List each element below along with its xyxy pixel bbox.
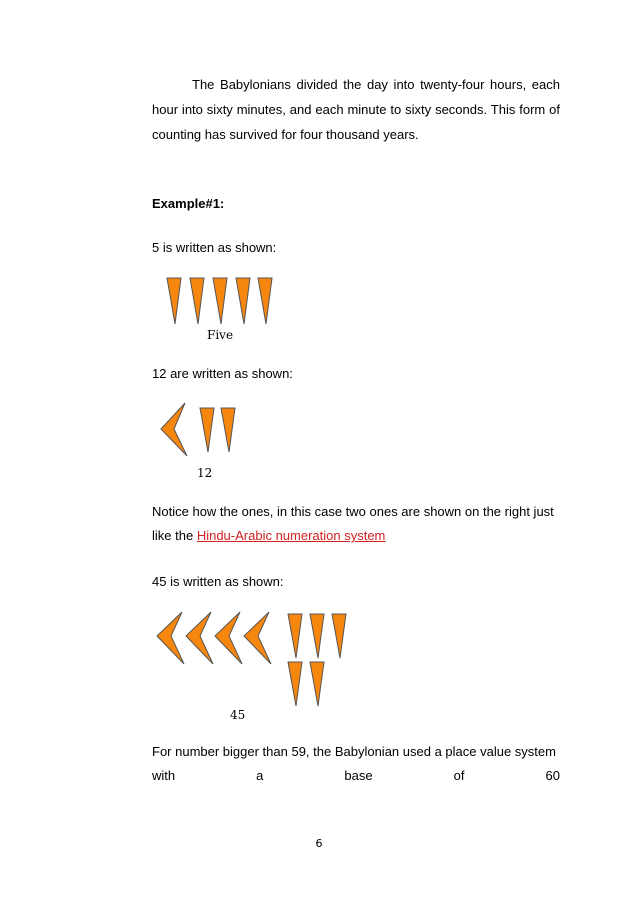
cuneiform-one-wedge	[236, 278, 250, 324]
cuneiform-fortyfive-figure	[154, 606, 354, 710]
cuneiform-one-wedge	[310, 662, 324, 706]
cuneiform-one-wedge	[288, 662, 302, 706]
word: with	[152, 768, 176, 783]
example-heading: Example#1:	[152, 196, 225, 211]
cuneiform-twelve-figure	[158, 400, 242, 460]
cuneiform-ten-chevron	[157, 612, 184, 664]
final-line-1: For number bigger than 59, the Babylonian used a place value system	[152, 744, 556, 759]
cuneiform-one-wedge	[190, 278, 204, 324]
twelve-intro: 12 are written as shown:	[152, 366, 293, 381]
cuneiform-ten-chevron	[244, 612, 271, 664]
cuneiform-one-wedge	[167, 278, 181, 324]
cuneiform-five-figure	[164, 276, 280, 328]
five-intro: 5 is written as shown:	[152, 240, 277, 255]
cuneiform-ten-chevron	[161, 403, 187, 456]
cuneiform-one-wedge	[310, 614, 324, 658]
notice-line-1: Notice how the ones, in this case two ones are shown on the right just	[152, 504, 554, 519]
cuneiform-one-wedge	[332, 614, 346, 658]
intro-paragraph-text: The Babylonians divided the day into twenty-four hours, each hour into sixty minutes, and each minute to sixty seconds. This form of counting has survived for four thousand years.	[152, 77, 560, 142]
intro-paragraph	[152, 72, 560, 147]
notice-line-2-prefix: like the	[152, 528, 197, 543]
cuneiform-one-wedge	[200, 408, 214, 452]
fortyfive-caption: 45	[230, 708, 246, 722]
hindu-arabic-link[interactable]: Hindu-Arabic numeration system	[196, 528, 386, 543]
cuneiform-one-wedge	[213, 278, 227, 324]
final-line-2	[152, 768, 560, 783]
page-number: 6	[315, 837, 323, 850]
word: base	[344, 768, 373, 783]
cuneiform-one-wedge	[258, 278, 272, 324]
word: of	[453, 768, 465, 783]
twelve-caption: 12	[197, 466, 213, 480]
cuneiform-ten-chevron	[186, 612, 213, 664]
cuneiform-ten-chevron	[215, 612, 242, 664]
notice-line-2	[152, 528, 385, 543]
word: 60	[545, 768, 560, 783]
cuneiform-one-wedge	[288, 614, 302, 658]
cuneiform-one-wedge	[221, 408, 235, 452]
word: a	[256, 768, 264, 783]
five-caption: Five	[207, 328, 234, 342]
fortyfive-intro: 45 is written as shown:	[152, 574, 284, 589]
